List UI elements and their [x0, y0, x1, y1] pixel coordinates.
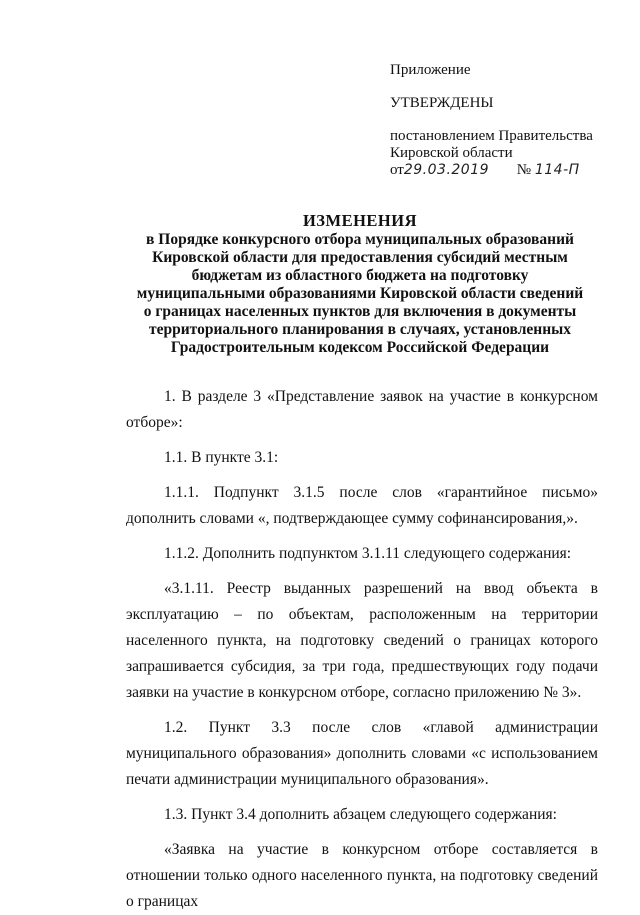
paragraph: 1. В разделе 3 «Представление заявок на участие в конкурсном отборе»:: [126, 388, 598, 431]
heading-line: территориального планирования в случаях, установленных: [149, 321, 571, 338]
date-prefix: от: [390, 162, 404, 178]
resolution-line-1: постановлением Правительства: [390, 128, 593, 144]
paragraph: 1.1.2. Дополнить подпунктом 3.1.11 следующего содержания:: [164, 545, 572, 562]
handwritten-number: 114-П: [534, 162, 580, 178]
handwritten-date: 29.03.2019: [403, 162, 490, 178]
paragraph: 1.1.1. Подпункт 3.1.5 после слов «гарантийное письмо» дополнить словами «, подтверждающее сумму софинансирования,».: [126, 484, 598, 527]
number-label: №: [516, 162, 532, 178]
approval-block: [390, 62, 593, 179]
heading-line: в Порядке конкурсного отбора муниципальных образований: [146, 231, 574, 248]
approved-label: УТВЕРЖДЕНЫ: [390, 95, 494, 111]
heading-line: Градостроительным кодексом Российской Федерации: [170, 339, 550, 356]
resolution-line-2: Кировской области: [390, 145, 513, 161]
heading-line: Кировской области для предоставления субсидий местным: [152, 249, 568, 266]
document-body: [126, 384, 598, 915]
date-number-line: [390, 162, 593, 179]
heading-line: муниципальными образованиями Кировской области сведений: [136, 285, 584, 302]
appendix-label: Приложение: [390, 62, 471, 78]
paragraph: 1.2. Пункт 3.3 после слов «главой администрации муниципального образования» дополнить словами «с использованием печати администрации муниципального образования».: [126, 719, 598, 788]
heading-title: ИЗМЕНЕНИЯ: [302, 211, 418, 230]
heading-line: бюджетам из областного бюджета на подготовку: [191, 267, 529, 284]
paragraph: «Заявка на участие в конкурсном отборе составляется в отношении только одного населенного пункта, на подготовку сведений о границах: [126, 841, 598, 910]
paragraph: «3.1.11. Реестр выданных разрешений на ввод объекта в эксплуатацию – по объектам, расположенным на территории населенного пункта, на подготовку сведений о границах которого запрашивается субсидия, за три года, предшествующих году подачи заявки на участие в конкурсном отборе, согласно приложению № 3».: [126, 580, 598, 701]
document-heading: [120, 212, 600, 357]
heading-line: о границах населенных пунктов для включения в документы: [143, 303, 577, 320]
paragraph: 1.1. В пункте 3.1:: [164, 449, 279, 466]
paragraph: 1.3. Пункт 3.4 дополнить абзацем следующего содержания:: [164, 806, 557, 823]
